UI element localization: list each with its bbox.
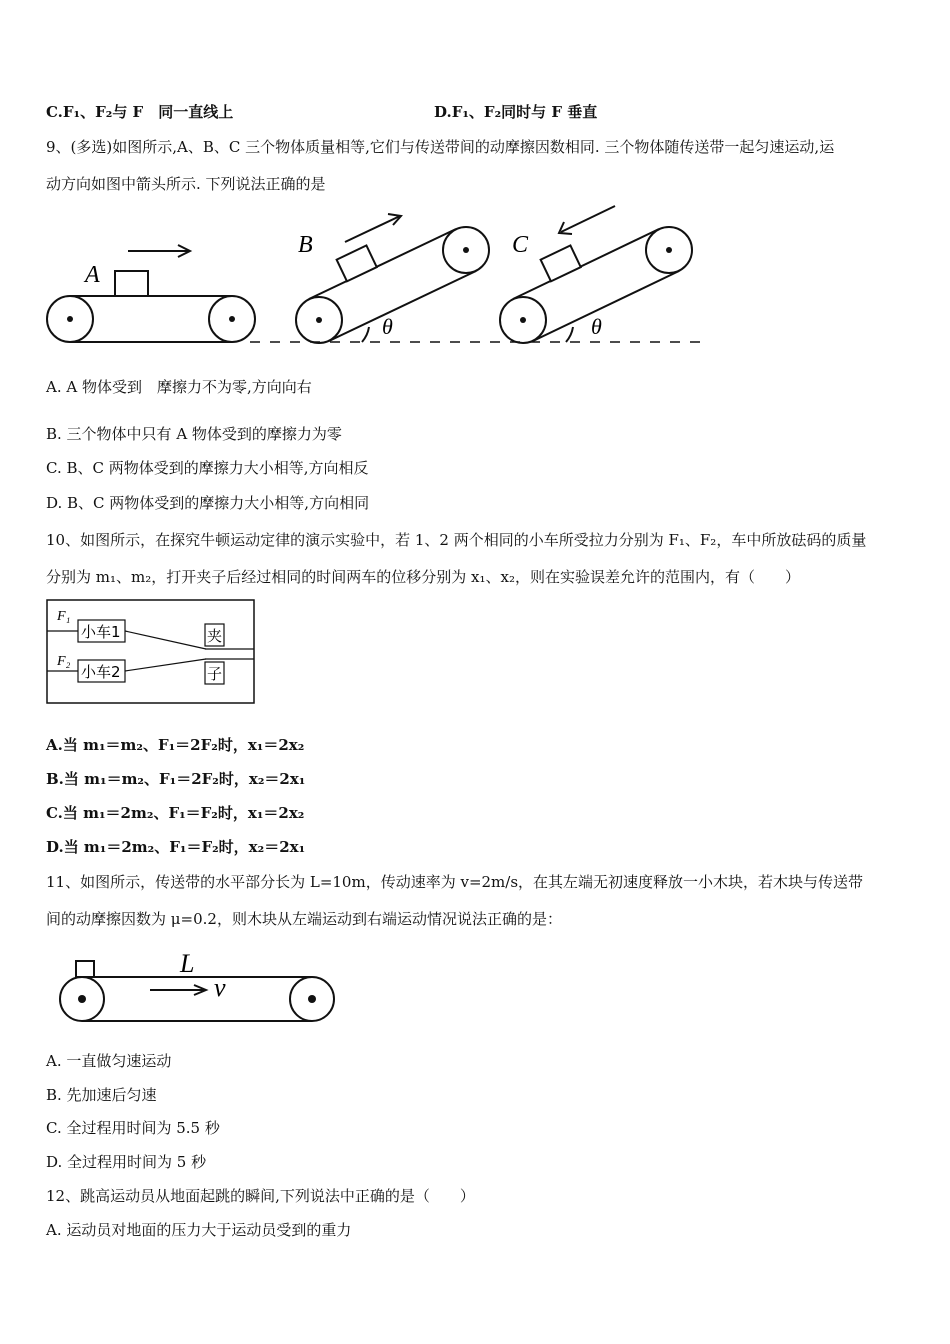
q9-option-c: C. B、C 两物体受到的摩擦力大小相等,方向相反 (46, 459, 369, 477)
q10-option-d: D.当 m₁＝2m₂、F₁＝F₂时，x₂＝2x₁ (46, 838, 306, 856)
length-l-label: L (180, 949, 195, 978)
q9-option-b: B. 三个物体中只有 A 物体受到的摩擦力为零 (46, 425, 342, 443)
q8-option-c: C.F₁、F₂与 F 同一直线上 (46, 103, 234, 121)
q11-option-c: C. 全过程用时间为 5.5 秒 (46, 1119, 220, 1137)
cart-1-label: 小车1 (81, 623, 121, 641)
theta-c: θ (591, 314, 602, 339)
q11-stem-line2: 间的动摩擦因数为 μ=0.2，则木块从左端运动到右端运动情况说法正确的是： (46, 910, 562, 928)
force-f2-label: F₂ (57, 654, 71, 669)
q11-option-d: D. 全过程用时间为 5 秒 (46, 1153, 207, 1171)
force-f1-label: F₁ (57, 609, 71, 624)
belt-a (47, 271, 255, 342)
q9-conveyor-figure (40, 202, 740, 352)
q11-stem-line1: 11、如图所示，传送带的水平部分长为 L=10m，传动速率为 v=2m/s，在其左端无初速度释放一小木块，若木块与传送带 (46, 873, 864, 891)
arrow-b (345, 214, 401, 242)
q9-stem-line1: 9、(多选)如图所示,A、B、C 三个物体质量相等,它们与传送带间的动摩擦因数相同. 三个物体随传送带一起匀速运动,运 (46, 138, 835, 156)
q10-option-a: A.当 m₁＝m₂、F₁＝2F₂时，x₁＝2x₂ (46, 736, 305, 754)
q10-stem-line2: 分别为 m₁、m₂，打开夹子后经过相同的时间两车的位移分别为 x₁、x₂，则在实验误差允许的范围内，有（ ） (46, 568, 800, 586)
q10-option-b: B.当 m₁＝m₂、F₁＝2F₂时，x₂＝2x₁ (46, 770, 306, 788)
cart-2-label: 小车2 (81, 663, 121, 681)
speed-v-label: v (214, 973, 226, 1002)
q9-stem-line2: 动方向如图中箭头所示. 下列说法正确的是 (46, 175, 326, 193)
q11-conveyor-figure (56, 948, 356, 1028)
clip-label-bottom: 子 (207, 665, 223, 683)
q10-option-c: C.当 m₁＝2m₂、F₁＝F₂时，x₁＝2x₂ (46, 804, 305, 822)
label-b: B (298, 232, 313, 258)
clip-label-top: 夹 (207, 627, 223, 645)
q12-option-a: A. 运动员对地面的压力大于运动员受到的重力 (46, 1221, 352, 1239)
q11-option-a: A. 一直做匀速运动 (46, 1052, 172, 1070)
arrow-c (559, 206, 615, 234)
arrow-a (128, 245, 190, 257)
q11-option-b: B. 先加速后匀速 (46, 1086, 157, 1104)
q10-stem-line1: 10、如图所示，在探究牛顿运动定律的演示实验中，若 1、2 两个相同的小车所受拉力分别为 F₁、F₂，车中所放砝码的质量 (46, 531, 867, 549)
theta-b: θ (382, 314, 393, 339)
q12-stem: 12、跳高运动员从地面起跳的瞬间,下列说法中正确的是（ ） (46, 1187, 475, 1205)
label-c: C (512, 232, 529, 258)
q9-option-d: D. B、C 两物体受到的摩擦力大小相等,方向相同 (46, 494, 370, 512)
label-a: A (85, 262, 100, 288)
q10-carts-figure (46, 599, 256, 705)
q8-option-d: D.F₁、F₂同时与 F 垂直 (434, 103, 598, 121)
q9-option-a: A. A 物体受到 摩擦力不为零,方向向右 (46, 378, 312, 396)
